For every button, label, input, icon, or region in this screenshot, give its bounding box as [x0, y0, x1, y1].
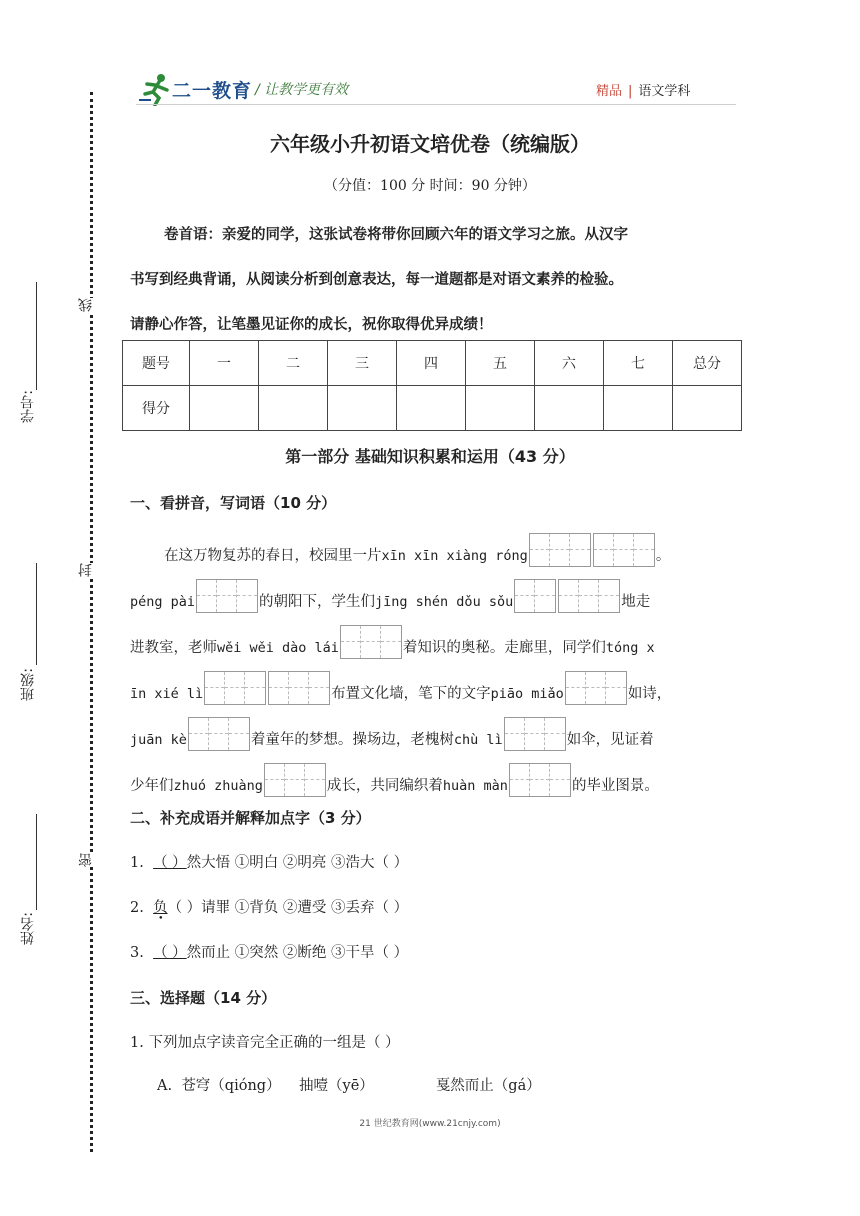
- score-header-cell: 二: [259, 341, 328, 386]
- score-value-row: [123, 386, 742, 431]
- score-cell[interactable]: [397, 386, 466, 431]
- exam-subtitle: （分值：100 分 时间：90 分钟）: [324, 178, 536, 194]
- class-label: 班级:: [20, 668, 36, 701]
- brand-name: 二一教育: [172, 80, 253, 102]
- subject-label: 语文学科: [638, 84, 691, 99]
- score-cell[interactable]: [466, 386, 535, 431]
- option-word: 抽噎（yē）: [299, 1078, 374, 1094]
- writing-grid[interactable]: [204, 671, 266, 705]
- writing-grid[interactable]: [188, 717, 250, 751]
- score-header-cell: 一: [190, 341, 259, 386]
- writing-grid[interactable]: [504, 717, 566, 751]
- margin-mi: 密: [78, 853, 94, 867]
- name-label: 姓名:: [20, 912, 36, 945]
- question-text: 然而止 ①突然 ②断绝 ③干旱（ ）: [186, 945, 409, 961]
- part-1-heading: 第一部分 基础知识积累和运用（43 分）: [285, 447, 575, 466]
- class-line: [36, 563, 37, 665]
- idiom-blank[interactable]: （ ）: [153, 945, 187, 961]
- student-id-line: [36, 282, 37, 390]
- header-divider: [136, 104, 736, 105]
- text: 少年们: [130, 778, 174, 794]
- score-cell[interactable]: [259, 386, 328, 431]
- score-header-row: [123, 341, 742, 386]
- writing-grid[interactable]: [268, 671, 330, 705]
- writing-grid[interactable]: [558, 579, 620, 613]
- text: 地走: [621, 594, 651, 610]
- intro-line-1: 卷首语：亲爱的同学，这张试卷将带你回顾六年的语文学习之旅。从汉字: [164, 226, 628, 243]
- pinyin: jīng shén dǒu sǒu: [375, 594, 514, 610]
- option-label: A.: [157, 1078, 173, 1094]
- margin-xian: 线: [78, 298, 94, 312]
- text: 在这万物复苏的春日，校园里一片: [164, 548, 382, 564]
- writing-grid[interactable]: [529, 533, 591, 567]
- margin-feng: 封: [78, 563, 94, 577]
- question-number: 2.: [130, 900, 144, 916]
- header-separator: |: [628, 84, 633, 99]
- score-header-cell: 六: [535, 341, 604, 386]
- quality-label: 精品: [596, 84, 623, 99]
- writing-grid[interactable]: [196, 579, 258, 613]
- text: 如伞，见证着: [566, 732, 654, 748]
- intro-paragraph: [130, 212, 740, 347]
- section-2-title: 二、补充成语并解释加点字（3 分）: [130, 809, 371, 827]
- pinyin: péng pài: [130, 594, 196, 610]
- question-number: 1.: [130, 855, 144, 871]
- score-header-cell: 总分: [673, 341, 742, 386]
- pinyin: wěi wěi dào lái: [217, 640, 339, 656]
- question-text: 然大悟 ①明白 ②明亮 ③浩大（ ）: [186, 855, 409, 871]
- pinyin: piāo miǎo: [490, 686, 564, 702]
- student-id-label: 学号:: [20, 390, 36, 423]
- brand-slogan: / 让教学更有效: [255, 82, 349, 98]
- pinyin: īn xié lì: [130, 686, 204, 702]
- writing-grid[interactable]: [514, 579, 556, 613]
- score-cell[interactable]: [328, 386, 397, 431]
- writing-grid[interactable]: [264, 763, 326, 797]
- score-header-cell: 题号: [123, 341, 190, 386]
- choice-question-1: 1. 下列加点字读音完全正确的一组是（ ）: [130, 1035, 400, 1051]
- intro-line-2: 书写到经典背诵，从阅读分析到创意表达，每一道题都是对语文素养的检验。: [130, 271, 623, 288]
- text: 成长，共同编织着: [326, 778, 443, 794]
- pinyin: xīn xīn xiàng róng: [381, 548, 528, 564]
- pinyin: zhuó zhuàng: [173, 778, 263, 794]
- section-3-title: 三、选择题（14 分）: [130, 989, 277, 1007]
- exam-title: 六年级小升初语文培优卷（统编版）: [270, 132, 590, 156]
- idiom-question-3: [130, 941, 408, 962]
- question-text: （ ）请罪 ①背负 ②遭受 ③丢弃（ ）: [167, 900, 409, 916]
- score-row-label: 得分: [123, 386, 190, 431]
- text: 。: [655, 548, 671, 564]
- text: 布置文化墙，笔下的文字: [331, 686, 491, 702]
- score-header-cell: 四: [397, 341, 466, 386]
- intro-line-3: 请静心作答，让笔墨见证你的成长，祝你取得优异成绩！: [130, 316, 493, 333]
- question-number: 3.: [130, 945, 144, 961]
- score-cell[interactable]: [604, 386, 673, 431]
- score-cell[interactable]: [673, 386, 742, 431]
- score-header-cell: 七: [604, 341, 673, 386]
- text: 着童年的梦想。操场边，老槐树: [250, 732, 454, 748]
- dotted-character: 负: [153, 900, 168, 916]
- score-cell[interactable]: [535, 386, 604, 431]
- idiom-question-2: [130, 896, 408, 917]
- section-1-title: 一、看拼音，写词语（10 分）: [130, 494, 337, 512]
- writing-grid[interactable]: [509, 763, 571, 797]
- idiom-blank[interactable]: （ ）: [153, 855, 187, 871]
- pinyin-paragraph: [130, 533, 730, 809]
- idiom-question-1: [130, 851, 408, 872]
- option-word: 苍穹（qióng）: [181, 1078, 281, 1094]
- pinyin: huàn màn: [442, 778, 508, 794]
- name-line: [36, 814, 37, 910]
- writing-grid[interactable]: [565, 671, 627, 705]
- header-right: [596, 80, 690, 99]
- score-header-cell: 五: [466, 341, 535, 386]
- score-header-cell: 三: [328, 341, 397, 386]
- pinyin: tóng x: [605, 640, 655, 656]
- option-word: 戛然而止（gá）: [435, 1078, 541, 1094]
- text: 如诗，: [627, 686, 672, 702]
- runner-logo-icon: [137, 72, 177, 106]
- pinyin: juān kè: [130, 732, 187, 748]
- text: 的毕业图景。: [571, 778, 659, 794]
- writing-grid[interactable]: [340, 625, 402, 659]
- binding-dotted-line: [90, 92, 93, 1152]
- score-table: [122, 340, 742, 431]
- score-cell[interactable]: [190, 386, 259, 431]
- pinyin: chù lì: [453, 732, 503, 748]
- choice-option-a[interactable]: [157, 1074, 541, 1095]
- page-footer: 21 世纪教育网(www.21cnjy.com): [359, 1119, 501, 1129]
- text: 着知识的奥秘。走廊里，同学们: [402, 640, 606, 656]
- writing-grid[interactable]: [593, 533, 655, 567]
- text: 的朝阳下，学生们: [259, 594, 376, 610]
- text: 进教室，老师: [130, 640, 217, 656]
